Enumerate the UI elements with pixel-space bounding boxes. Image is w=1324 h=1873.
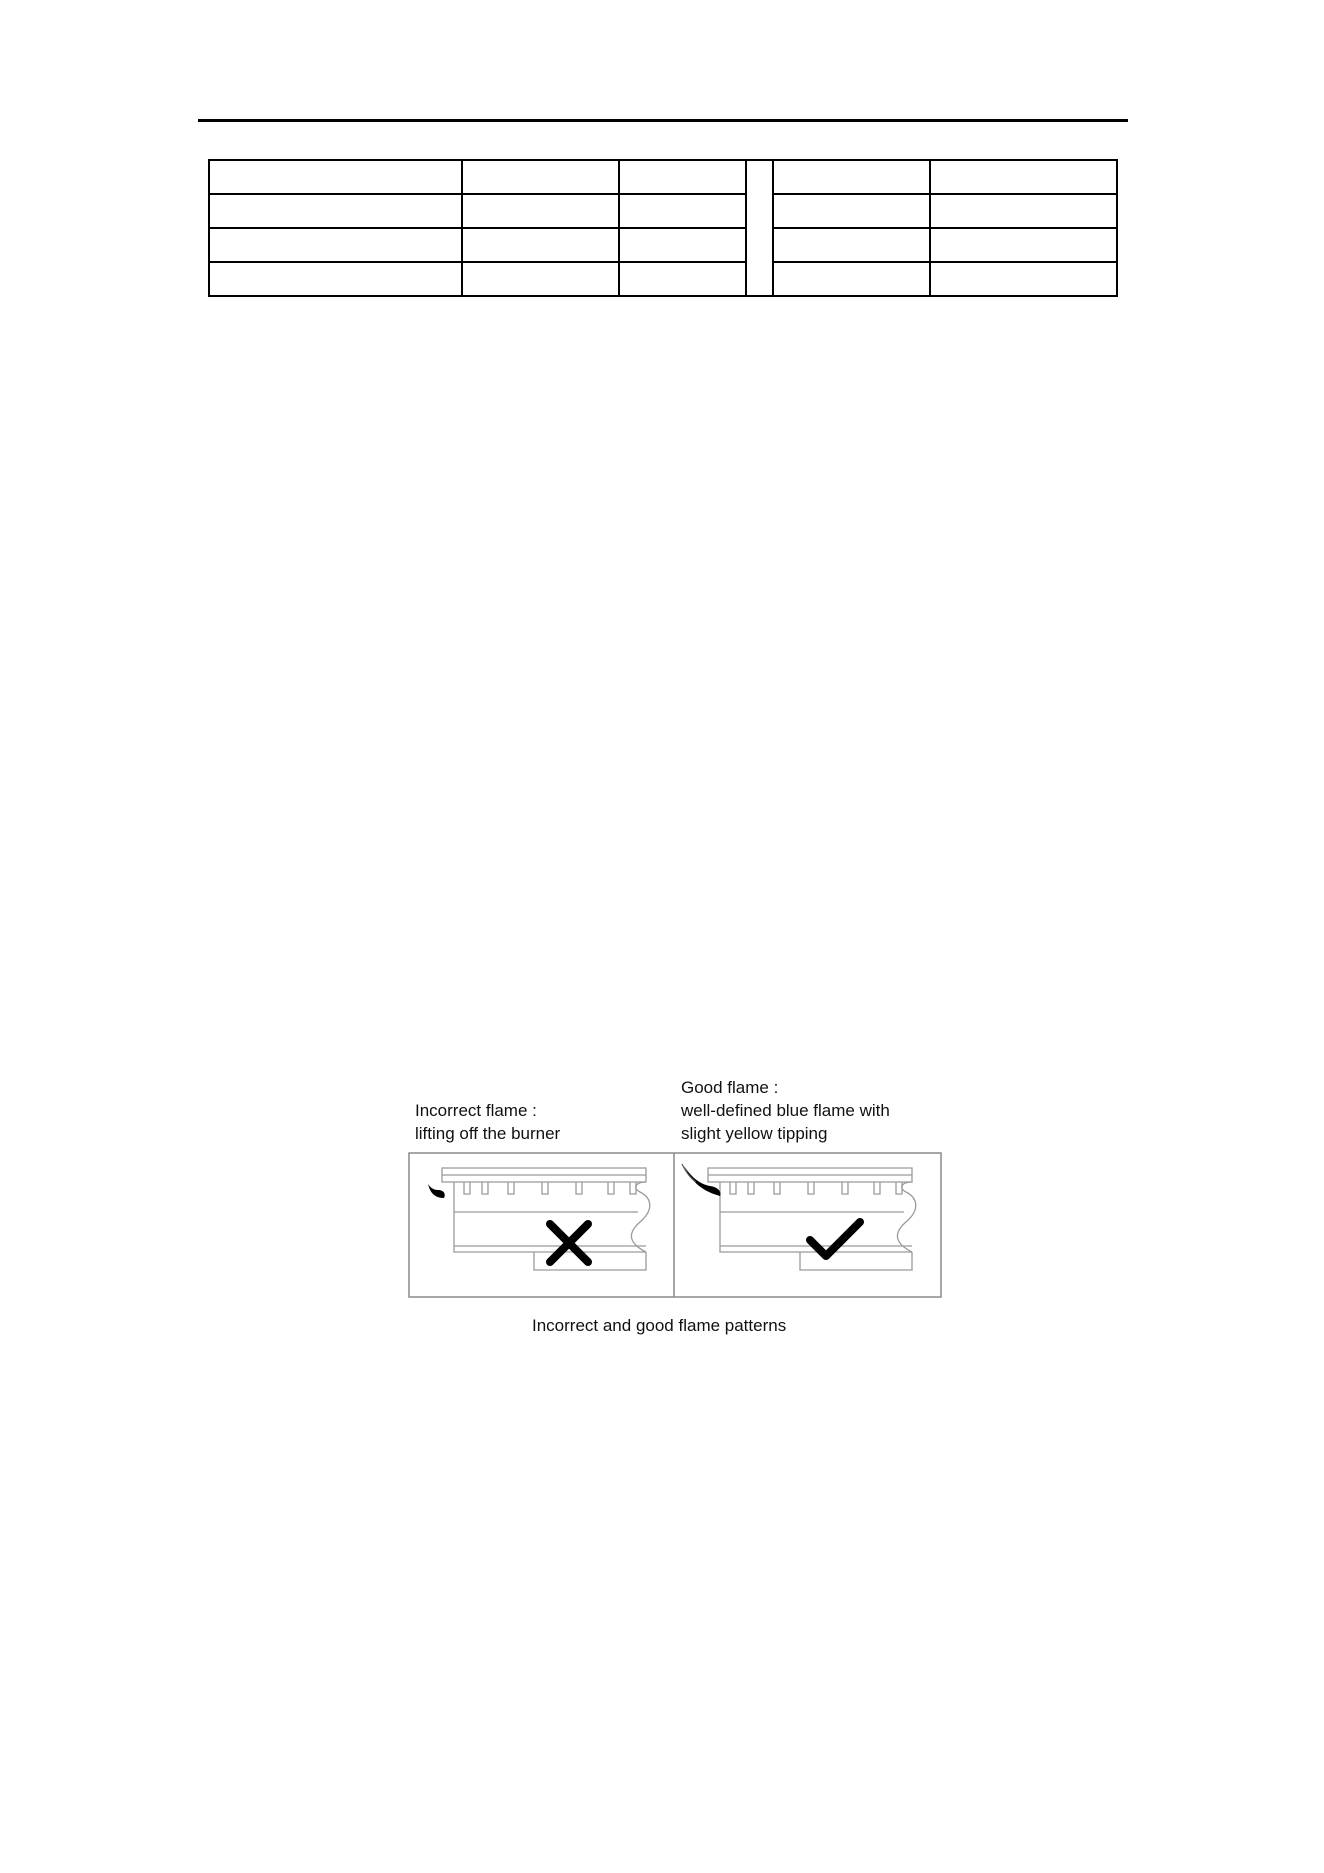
table-cell [930, 228, 1117, 262]
incorrect-flame-description: lifting off the burner [415, 1124, 561, 1143]
table-cell [930, 262, 1117, 296]
good-flame-label [681, 1076, 890, 1145]
header-rule [198, 119, 1128, 122]
table-cell [209, 160, 462, 194]
table-cell [619, 194, 746, 228]
table-cell [462, 160, 619, 194]
table-cell [209, 194, 462, 228]
table-cell [462, 228, 619, 262]
table-cell [773, 262, 930, 296]
good-flame-description-line1: well-defined blue flame with [681, 1101, 890, 1120]
table-cell [773, 160, 930, 194]
table-cell [619, 262, 746, 296]
flame-pattern-illustration [408, 1152, 942, 1298]
table-cell [462, 194, 619, 228]
table-cell [209, 262, 462, 296]
incorrect-flame-title: Incorrect flame : [415, 1101, 537, 1120]
table-cell [773, 228, 930, 262]
figure-caption: Incorrect and good flame patterns [532, 1316, 787, 1335]
table-cell [930, 194, 1117, 228]
table-cell [773, 194, 930, 228]
incorrect-flame-label [415, 1099, 560, 1145]
good-flame-description-line2: slight yellow tipping [681, 1124, 828, 1143]
table-row [209, 194, 1117, 228]
table-cell [619, 160, 746, 194]
table-divider-column [746, 160, 773, 296]
spec-table [208, 159, 1118, 297]
table-cell [930, 160, 1117, 194]
table-cell [462, 262, 619, 296]
table-cell [209, 228, 462, 262]
good-flame-title: Good flame : [681, 1078, 779, 1097]
table-row [209, 262, 1117, 296]
table-row [209, 228, 1117, 262]
table-row [209, 160, 1117, 194]
table-cell [619, 228, 746, 262]
